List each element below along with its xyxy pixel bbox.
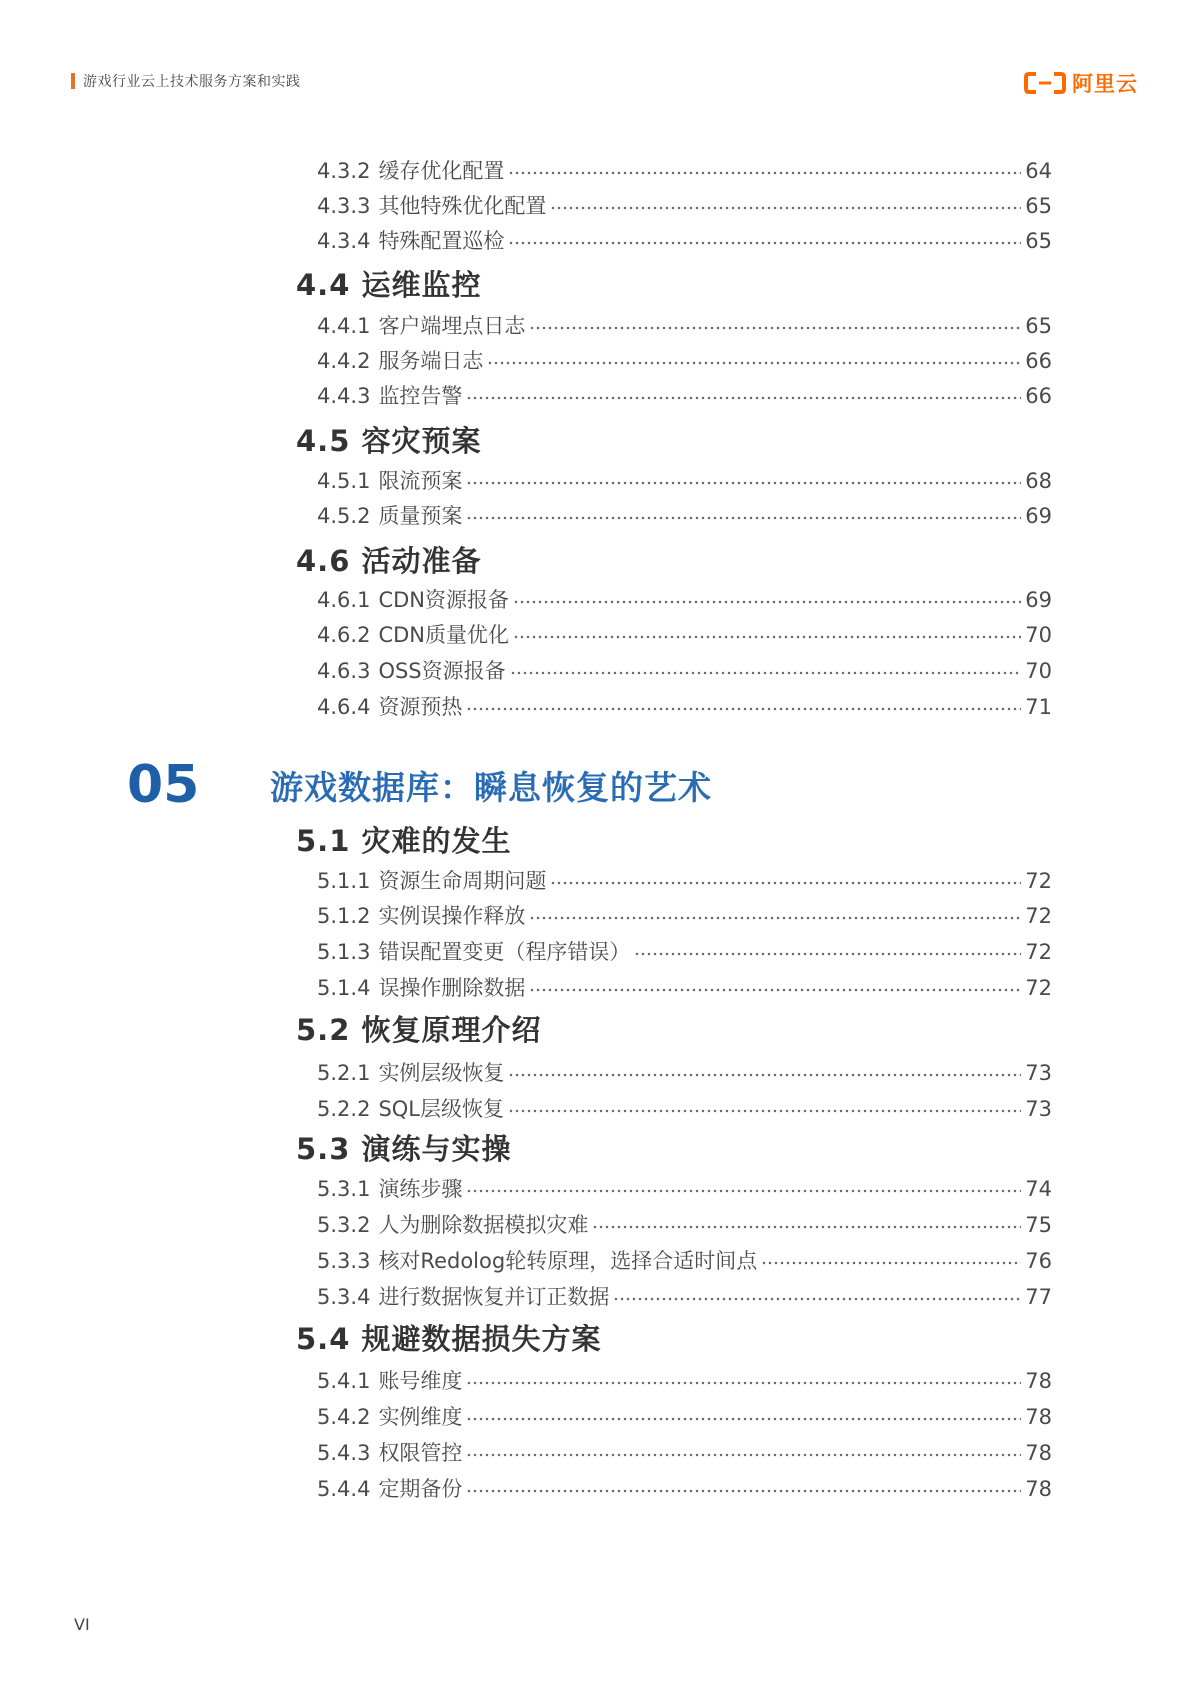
dot-leader (529, 326, 1021, 330)
toc-entry-number: 5.3.4 (317, 1285, 371, 1309)
toc-entry-number: 4.6.4 (317, 695, 371, 719)
toc-entry-label: SQL层级恢复 (378, 1097, 504, 1121)
toc-entry-number: 5.4.2 (317, 1405, 371, 1429)
toc-entry-page: 77 (1025, 1285, 1052, 1309)
dot-leader (466, 707, 1021, 711)
header-accent-bar (71, 73, 75, 89)
toc-entry-page: 70 (1025, 623, 1052, 647)
toc-section-heading[interactable]: 5.3 演练与实操 (296, 1132, 512, 1166)
dot-leader (513, 635, 1021, 639)
dot-leader (550, 881, 1021, 885)
dot-leader (466, 1417, 1021, 1421)
toc-entry-number: 5.3.1 (317, 1177, 371, 1201)
dot-leader (487, 361, 1021, 365)
toc-entry-page: 78 (1025, 1477, 1052, 1501)
toc-entry-page: 73 (1025, 1061, 1052, 1085)
toc-entry-label: 核对Redolog轮转原理，选择合适时间点 (378, 1249, 758, 1273)
toc-entry[interactable] (317, 1368, 1052, 1394)
toc-entry[interactable] (317, 1176, 1052, 1202)
toc-entry-page: 70 (1025, 659, 1052, 683)
toc-entry[interactable] (317, 587, 1052, 613)
toc-section-heading[interactable]: 4.4 运维监控 (296, 268, 482, 302)
toc-entry-page: 64 (1025, 159, 1052, 183)
brand-logo (1024, 68, 1138, 98)
alibaba-cloud-bracket-icon (1024, 72, 1066, 94)
toc-entry-number: 5.3.2 (317, 1213, 371, 1237)
toc-entry-page: 72 (1025, 940, 1052, 964)
dot-leader (529, 988, 1021, 992)
toc-entry-number: 5.1.3 (317, 940, 371, 964)
toc-entry[interactable] (317, 1440, 1052, 1466)
toc-entry-number: 5.2.2 (317, 1097, 371, 1121)
toc-entry-page: 72 (1025, 976, 1052, 1000)
toc-entry-label: CDN质量优化 (378, 623, 509, 647)
toc-entry[interactable] (317, 193, 1052, 219)
toc-entry-number: 5.4.3 (317, 1441, 371, 1465)
toc-entry[interactable] (317, 1096, 1052, 1122)
toc-entry[interactable] (317, 313, 1052, 339)
toc-entry[interactable] (317, 1284, 1052, 1310)
toc-entry-label: 特殊配置巡检 (378, 229, 505, 253)
toc-entry-page: 66 (1025, 349, 1052, 373)
dot-leader (466, 1189, 1021, 1193)
toc-entry-page: 72 (1025, 869, 1052, 893)
toc-entry-page: 68 (1025, 469, 1052, 493)
toc-entry-label: 账号维度 (378, 1369, 463, 1393)
dot-leader (508, 171, 1021, 175)
toc-entry[interactable] (317, 383, 1052, 409)
toc-entry-page: 65 (1025, 194, 1052, 218)
toc-section-heading[interactable]: 5.2 恢复原理介绍 (296, 1013, 542, 1047)
toc-entry-label: 客户端埋点日志 (378, 314, 526, 338)
toc-entry-page: 78 (1025, 1405, 1052, 1429)
toc-entry-label: 进行数据恢复并订正数据 (378, 1285, 610, 1309)
toc-entry[interactable] (317, 1212, 1052, 1238)
toc-entry-page: 65 (1025, 314, 1052, 338)
toc-entry-number: 4.3.2 (317, 159, 371, 183)
toc-entry-label: 实例维度 (378, 1405, 463, 1429)
toc-entry-label: 演练步骤 (378, 1177, 463, 1201)
page-header (0, 0, 1200, 110)
toc-entry-number: 4.4.2 (317, 349, 371, 373)
toc-section-heading[interactable]: 5.4 规避数据损失方案 (296, 1322, 602, 1356)
toc-entry-number: 5.2.1 (317, 1061, 371, 1085)
toc-entry[interactable] (317, 694, 1052, 720)
toc-entry-page: 75 (1025, 1213, 1052, 1237)
dot-leader (510, 671, 1022, 675)
toc-entry-page: 73 (1025, 1097, 1052, 1121)
toc-entry-page: 71 (1025, 695, 1052, 719)
toc-section-heading[interactable]: 4.6 活动准备 (296, 544, 482, 578)
toc-entry-label: 资源预热 (378, 695, 463, 719)
dot-leader (761, 1261, 1021, 1265)
toc-entry[interactable] (317, 348, 1052, 374)
toc-section-heading[interactable]: 4.5 容灾预案 (296, 424, 482, 458)
toc-entry-label: 实例层级恢复 (378, 1061, 505, 1085)
dot-leader (466, 481, 1021, 485)
toc-entry-label: 误操作删除数据 (378, 976, 526, 1000)
toc-entry-label: 监控告警 (378, 384, 463, 408)
toc-entry-number: 4.4.1 (317, 314, 371, 338)
toc-entry-label: 错误配置变更（程序错误） (378, 940, 631, 964)
toc-entry-number: 4.4.3 (317, 384, 371, 408)
toc-entry-page: 69 (1025, 588, 1052, 612)
toc-entry[interactable] (317, 468, 1052, 494)
toc-entry-page: 74 (1025, 1177, 1052, 1201)
dot-leader (508, 1073, 1021, 1077)
toc-entry-page: 66 (1025, 384, 1052, 408)
toc-entry-label: 人为删除数据模拟灾难 (378, 1213, 589, 1237)
toc-entry-number: 5.4.1 (317, 1369, 371, 1393)
toc-entry-number: 4.6.3 (317, 659, 371, 683)
toc-entry[interactable] (317, 1060, 1052, 1086)
toc-entry[interactable] (317, 1248, 1052, 1274)
toc-entry-number: 5.3.3 (317, 1249, 371, 1273)
dot-leader (550, 206, 1021, 210)
toc-entry-number: 4.5.1 (317, 469, 371, 493)
dot-leader (466, 1381, 1021, 1385)
toc-entry-label: 限流预案 (378, 469, 463, 493)
toc-section-heading[interactable]: 5.1 灾难的发生 (296, 824, 512, 858)
toc-entry-page: 69 (1025, 504, 1052, 528)
toc-entry[interactable] (317, 158, 1052, 184)
toc-entry[interactable] (317, 658, 1052, 684)
toc-entry[interactable] (317, 1476, 1052, 1502)
toc-entry-number: 4.6.2 (317, 623, 371, 647)
dot-leader (508, 1109, 1021, 1113)
toc-entry-label: 其他特殊优化配置 (378, 194, 547, 218)
dot-leader (466, 396, 1021, 400)
toc-entry-label: 质量预案 (378, 504, 463, 528)
chapter-number: 05 (127, 755, 200, 815)
toc-entry[interactable] (317, 939, 1052, 965)
toc-entry-number: 4.6.1 (317, 588, 371, 612)
toc-entry[interactable] (317, 503, 1052, 529)
dot-leader (466, 1489, 1021, 1493)
toc-entry-number: 5.1.1 (317, 869, 371, 893)
brand-name: 阿里云 (1072, 72, 1138, 96)
toc-entry-label: 定期备份 (378, 1477, 463, 1501)
toc-entry-label: OSS资源报备 (378, 659, 506, 683)
dot-leader (466, 1453, 1021, 1457)
header-title: 游戏行业云上技术服务方案和实践 (83, 74, 301, 90)
toc-entry[interactable] (317, 1404, 1052, 1430)
dot-leader (508, 241, 1021, 245)
toc-entry-label: CDN资源报备 (378, 588, 509, 612)
toc-entry-page: 65 (1025, 229, 1052, 253)
toc-entry[interactable] (317, 903, 1052, 929)
toc-entry[interactable] (317, 622, 1052, 648)
dot-leader (513, 600, 1021, 604)
toc-entry-page: 78 (1025, 1369, 1052, 1393)
toc-entry[interactable] (317, 228, 1052, 254)
dot-leader (613, 1297, 1021, 1301)
dot-leader (592, 1225, 1021, 1229)
toc-entry[interactable] (317, 975, 1052, 1001)
page-number: VI (74, 1615, 90, 1634)
toc-entry-label: 缓存优化配置 (378, 159, 505, 183)
toc-entry-number: 5.1.2 (317, 904, 371, 928)
toc-entry-label: 服务端日志 (378, 349, 484, 373)
toc-entry-number: 4.5.2 (317, 504, 371, 528)
toc-entry-label: 权限管控 (378, 1441, 463, 1465)
toc-entry-page: 76 (1025, 1249, 1052, 1273)
toc-entry-number: 4.3.4 (317, 229, 371, 253)
toc-entry-number: 5.1.4 (317, 976, 371, 1000)
dot-leader (634, 952, 1021, 956)
toc-entry-label: 实例误操作释放 (378, 904, 526, 928)
toc-entry-number: 4.3.3 (317, 194, 371, 218)
toc-entry-page: 72 (1025, 904, 1052, 928)
toc-entry-number: 5.4.4 (317, 1477, 371, 1501)
chapter-title[interactable]: 游戏数据库：瞬息恢复的艺术 (270, 768, 712, 807)
toc-entry[interactable] (317, 868, 1052, 894)
dot-leader (529, 916, 1021, 920)
toc-entry-label: 资源生命周期问题 (378, 869, 547, 893)
dot-leader (466, 516, 1021, 520)
toc-entry-page: 78 (1025, 1441, 1052, 1465)
